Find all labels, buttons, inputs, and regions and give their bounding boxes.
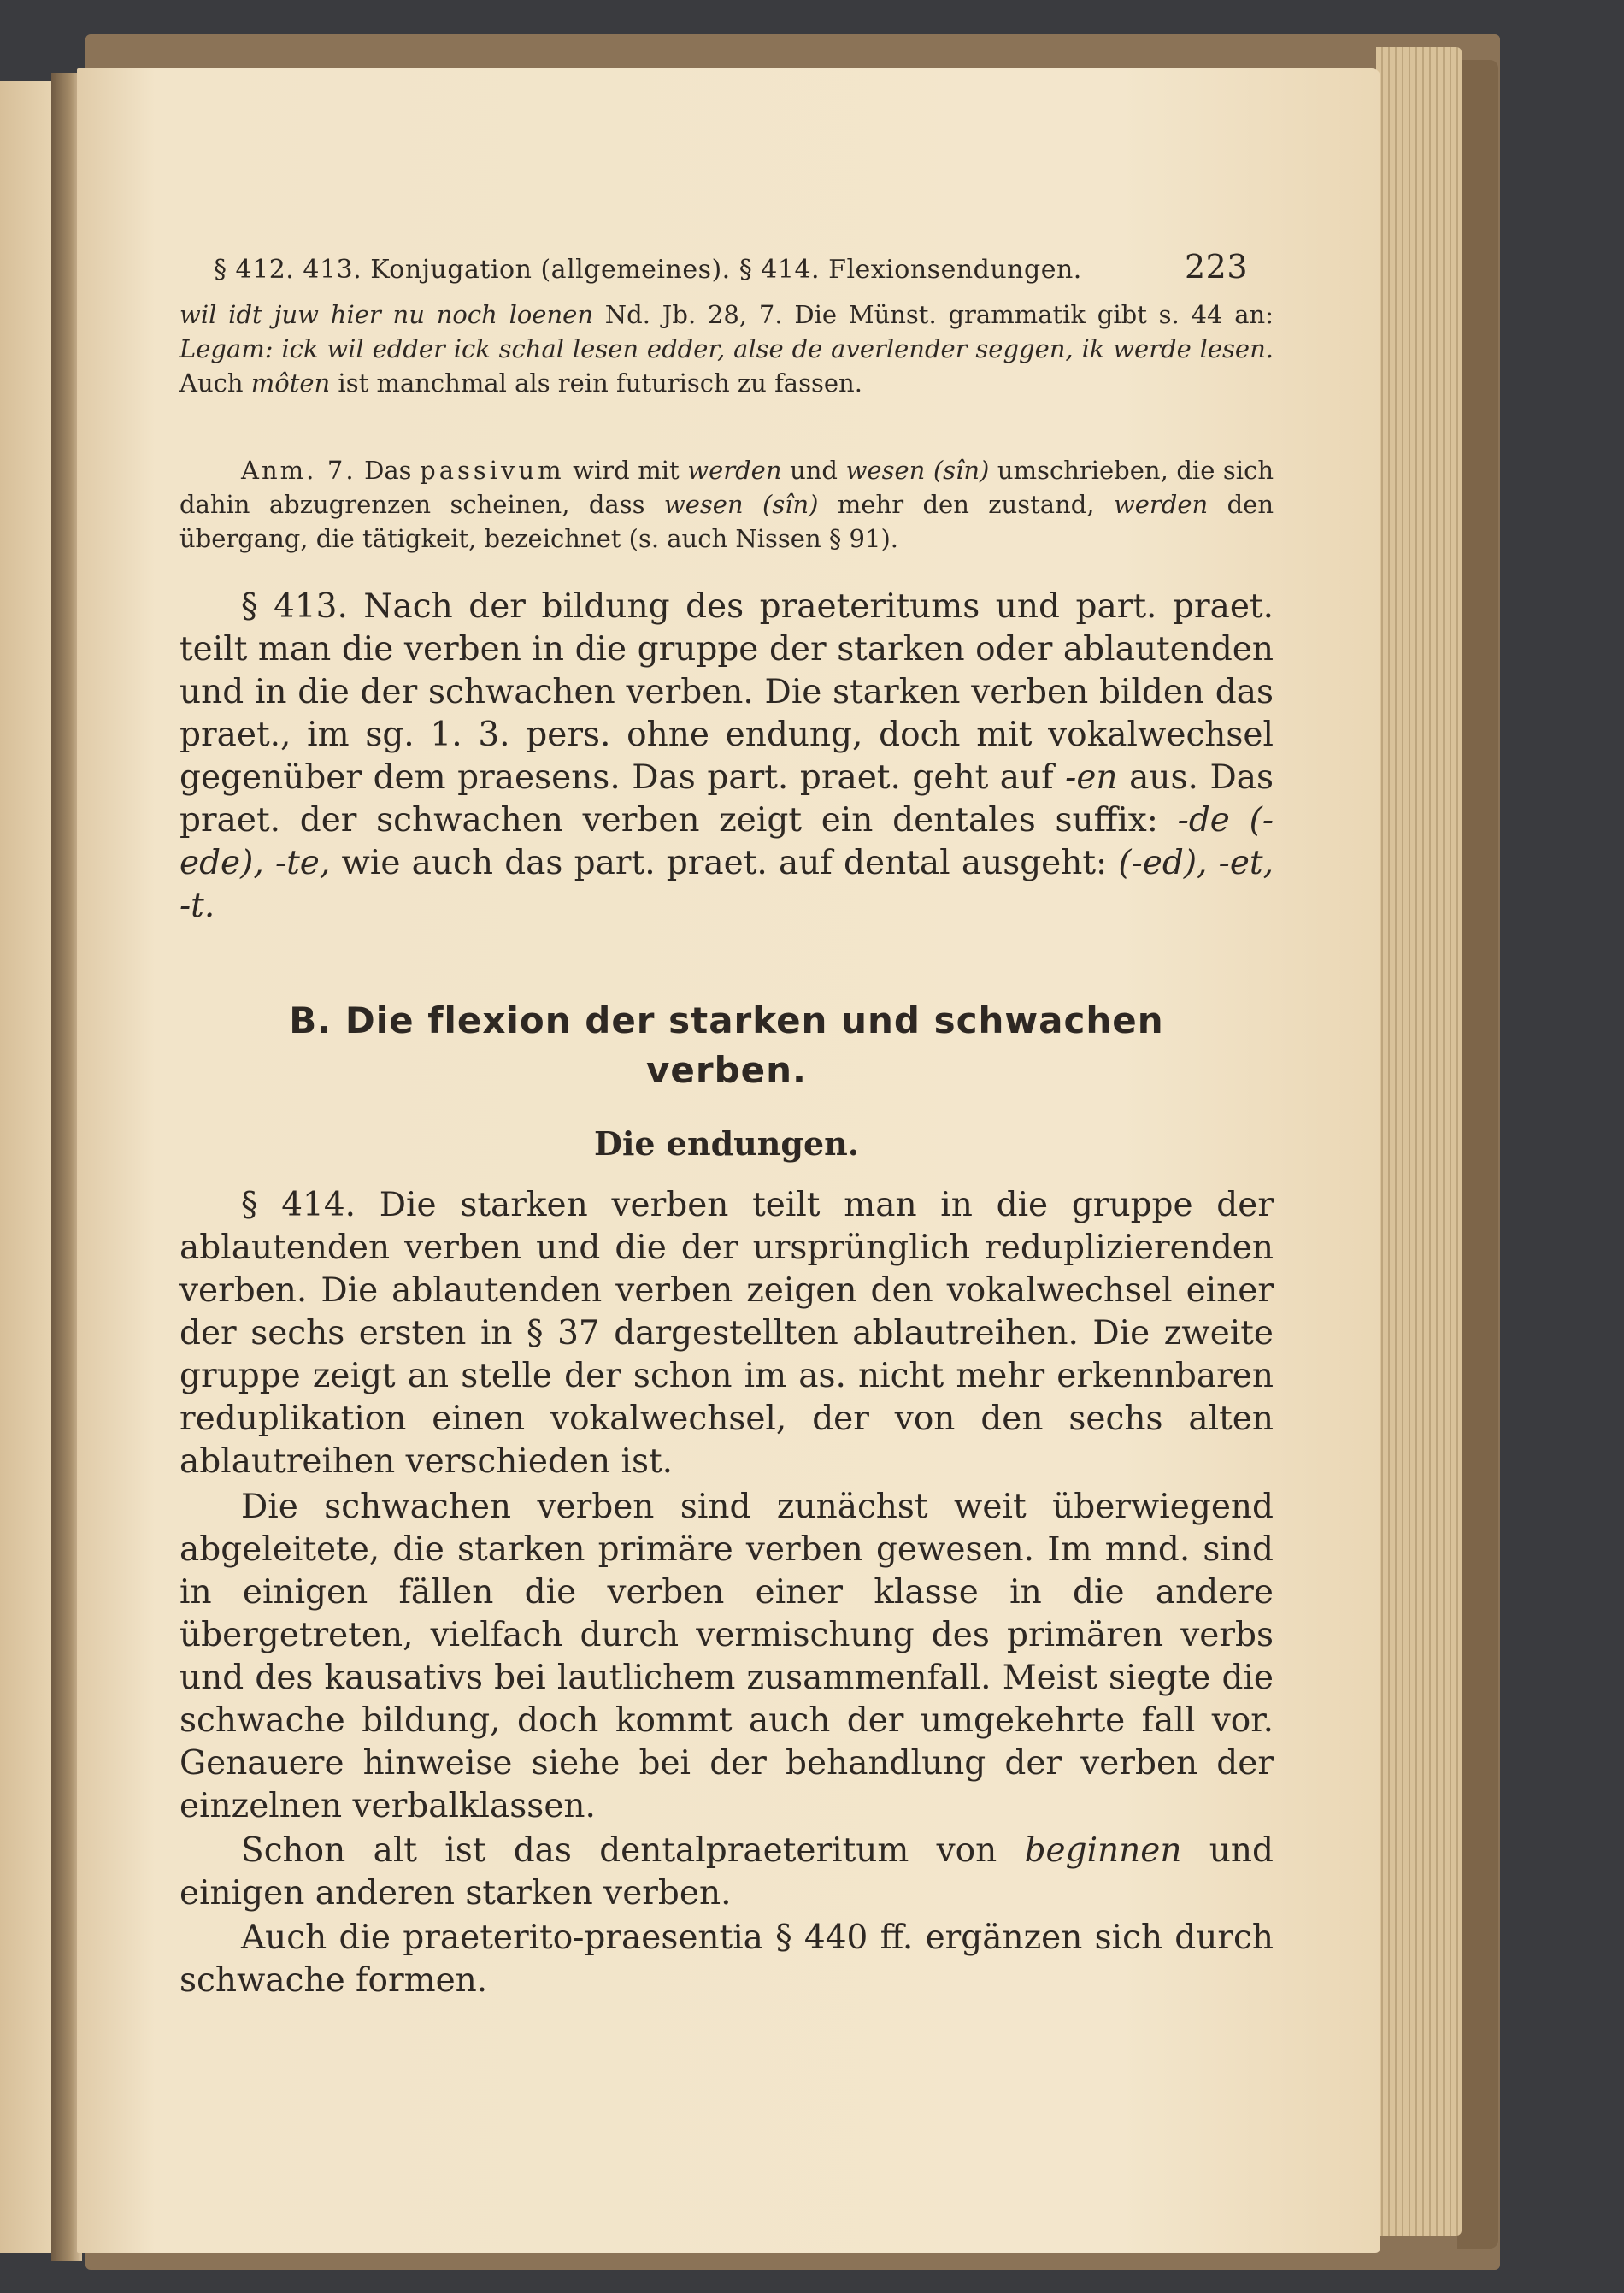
text-span: Auch bbox=[179, 368, 251, 398]
running-head bbox=[214, 248, 1248, 286]
text-span: den übergang, die tätigkeit, bezeichnet (s. auch Nissen § 91). bbox=[179, 490, 1274, 553]
text-span: ist manchmal als rein futurisch zu fassen. bbox=[330, 368, 862, 398]
running-head-title: § 412. 413. Konjugation (allgemeines). § 414. Flexionsendungen. bbox=[214, 255, 1082, 285]
paragraph-414 bbox=[179, 1184, 1274, 1483]
text-span: Schon alt ist das dentalpraeteritum von bbox=[241, 1831, 1025, 1870]
text-span: werden bbox=[1113, 490, 1209, 519]
text-span: werden bbox=[687, 456, 782, 485]
text-span: môten bbox=[250, 368, 331, 398]
text-span: (-ed), -et, -t. bbox=[179, 844, 1274, 925]
text-span: wesen (sîn) bbox=[845, 456, 990, 485]
text-span: umschrieben, die sich dahin abzugrenzen scheinen, dass bbox=[179, 456, 1274, 519]
paragraph-auch bbox=[179, 1917, 1274, 2002]
text-span: aus. Das praet. der schwachen verben zeigt ein dentales suffix: bbox=[179, 758, 1274, 840]
paragraph-413 bbox=[179, 586, 1274, 928]
book-page bbox=[77, 68, 1380, 2253]
text-span: Legam: ick wil edder ick schal lesen edder, alse de averlender seggen, ik werde lesen. bbox=[179, 334, 1274, 363]
paragraph-schon bbox=[179, 1830, 1274, 1915]
annotation-7 bbox=[179, 453, 1274, 556]
text-span: und bbox=[781, 456, 846, 485]
subheading: Die endungen. bbox=[593, 1124, 860, 1163]
paragraph-top bbox=[179, 298, 1274, 400]
annotation-label: Anm. 7. bbox=[241, 456, 356, 485]
text-span: § 413. Nach der bildung des praeteritums und part. praet. teilt man die verben in die gruppe der starken oder ablautenden und in die der schwachen verben. Die starken verben bilden das praet., im sg. 1. 3. pers. ohne endung, doch mit vokalwechsel gegenüber dem praesens. Das part. praet. geht auf bbox=[179, 587, 1274, 797]
text-span: wesen (sîn) bbox=[663, 490, 819, 519]
text-span: -de (-ede), -te, bbox=[179, 801, 1274, 882]
text-span: wil idt juw hier nu noch loenen bbox=[179, 300, 593, 329]
paragraph-schwach bbox=[179, 1486, 1274, 1828]
section-heading bbox=[214, 996, 1239, 1095]
text-span: und einigen anderen starken verben. bbox=[179, 1831, 1274, 1913]
paragraph-414-text: § 414. Die starken verben teilt man in die gruppe der ablautenden verben und die der ursprünglich reduplizierenden verben. Die ablautenden verben zeigen den vokalwechsel einer der sechs ersten in § 37 dargestellten ablautreihen. Die zweite gruppe zeigt an stelle der schon im as. nicht mehr erkennbaren reduplikation einen vokalwechsel, der von den sechs alten ablautreihen verschieden ist. bbox=[179, 1186, 1274, 1481]
text-span: passivum bbox=[420, 456, 565, 485]
text-span: beginnen bbox=[1024, 1831, 1182, 1870]
section-heading-line1: B. Die flexion der starken und schwachen bbox=[289, 999, 1164, 1041]
paragraph-schwach-text: Die schwachen verben sind zunächst weit überwiegend abgeleitete, die starken primäre verben gewesen. Im mnd. sind in einigen fällen die verben einer klasse in die andere übergetreten, vielfach durch vermischung des primären verbs und des kausativs bei lautlichem zusammenfall. Meist siegte die schwache bildung, doch kommt auch der umgekehrte fall vor. Genauere hinweise siehe bei der behandlung der verben der einzelnen verbalklassen. bbox=[179, 1488, 1274, 1825]
text-span: Das bbox=[356, 456, 421, 485]
section-heading-line2: verben. bbox=[646, 1049, 807, 1091]
left-page-edge bbox=[0, 81, 55, 2253]
paragraph-auch-text: Auch die praeterito-praesentia § 440 ff. ergänzen sich durch schwache formen. bbox=[179, 1919, 1274, 2000]
book-cover-edge bbox=[1457, 60, 1498, 2249]
text-span: -en bbox=[1065, 758, 1118, 797]
page-edges bbox=[1376, 47, 1462, 2236]
text-span: mehr den zustand, bbox=[818, 490, 1114, 519]
text-span: wie auch das part. praet. auf dental ausgeht: bbox=[330, 844, 1119, 882]
page-number: 223 bbox=[1184, 248, 1248, 286]
text-span: Nd. Jb. 28, 7. Die Münst. grammatik gibt s. 44 an: bbox=[593, 300, 1274, 329]
text-span: wird mit bbox=[564, 456, 688, 485]
